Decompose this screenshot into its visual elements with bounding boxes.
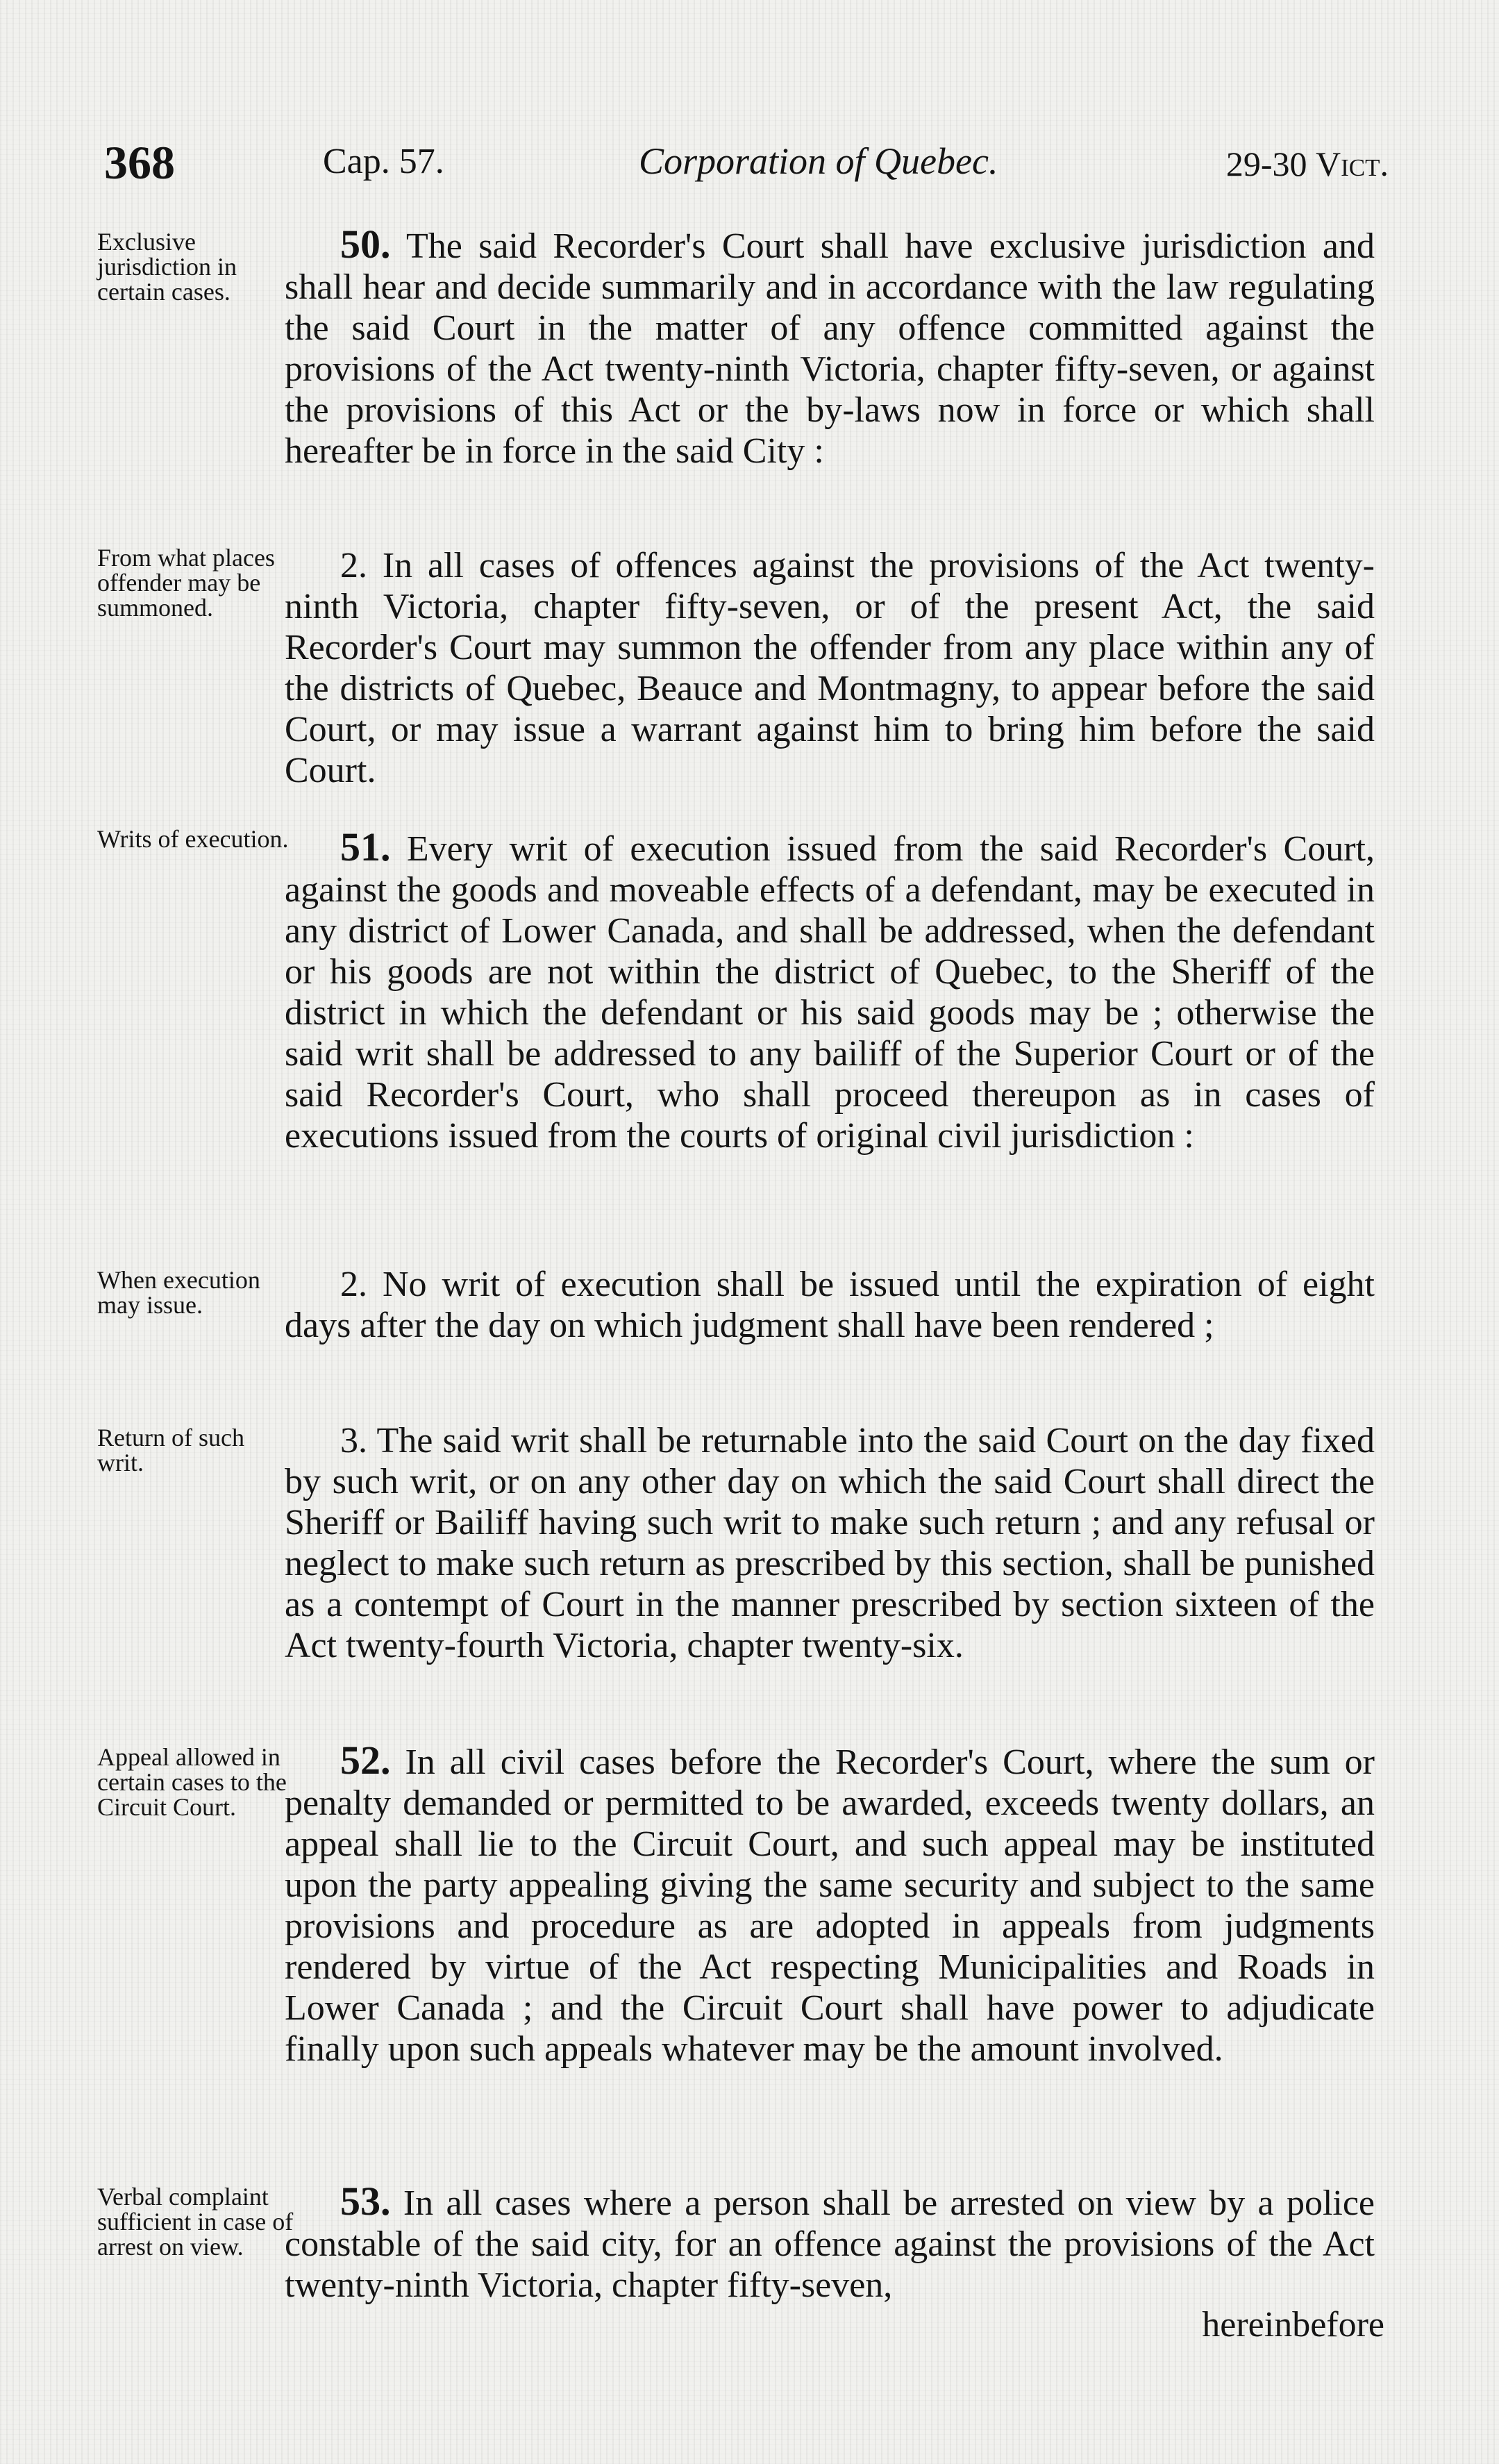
section-text: In all civil cases before the Recorder's Court, where the sum or penalty demanded or permitted to be awarded, exceeds twenty dollars, an appeal shall lie to the Circuit Court, and such appeal may be instituted upon the party appealing giving the same security and subject to the same provisions and procedure as are adopted in appeals from judgments rendered by virtue of the Act respecting Municipalities and Roads in Lower Canada ; and the Circuit Court shall have power to adjudicate finally upon such appeals whatever may be the amount involved.: [285, 1742, 1375, 2069]
section-text: In all cases where a person shall be arrested on view by a police constable of the said city, for an offence against the provisions of the Act twenty-ninth Victoria, chapter fifty-seven,: [285, 2183, 1375, 2305]
section-50-subsection-2: [285, 545, 1375, 791]
section-51: [285, 826, 1375, 1156]
running-header: [104, 135, 1389, 198]
margin-note: Exclusive jurisdiction in certain cases.: [97, 228, 237, 306]
section-53: [285, 2181, 1375, 2306]
section-text: Every writ of execution issued from the said Recorder's Court, against the goods and moveable effects of a defendant, may be executed in any district of Lower Canada, and shall be addressed, when the defendant or his goods are not within the district of Quebec, to the Sheriff of the district in which the defendant or his said goods may be ; otherwise the said writ shall be addressed to any bailiff of the Superior Court or of the said Recorder's Court, who shall proceed thereupon as in cases of executions issued from the courts of original civil jurisdiction :: [285, 829, 1375, 1156]
catchword: hereinbefore: [1202, 2305, 1384, 2345]
margin-note: Return of such writ.: [97, 1424, 244, 1476]
section-number: 3.: [340, 1421, 367, 1460]
regnal-year-number: 29-30: [1225, 144, 1307, 183]
section-text: The said Recorder's Court shall have exclusive jurisdiction and shall hear and decide summarily and in accordance with the law regulating the said Court in the matter of any offence committed against the provisions of the Act twenty-ninth Victoria, chapter fifty-seven, or against the provisions of this Act or the by-laws now in force or which shall hereafter be in force in the said City :: [285, 226, 1375, 471]
margin-note: From what places offender may be summoned.: [97, 544, 275, 622]
section-number: 2.: [340, 1265, 367, 1304]
margin-note: Appeal allowed in certain cases to the Circuit Court.: [97, 1743, 287, 1821]
running-title: Corporation of Quebec.: [639, 140, 998, 182]
section-number: 50.: [340, 222, 391, 267]
section-number: 51.: [340, 824, 391, 869]
section-number: 52.: [340, 1738, 391, 1783]
section-text: No writ of execution shall be issued until the expiration of eight days after the day on which judgment shall have been rendered ;: [285, 1265, 1375, 1345]
margin-note: Verbal complaint sufficient in case of arrest on view.: [97, 2183, 294, 2261]
regnal-year-suffix: Vict.: [1316, 144, 1389, 183]
section-number: 2.: [340, 546, 367, 585]
section-text: The said writ shall be returnable into the said Court on the day fixed by such writ, or on any other day on which the said Court shall direct the Sheriff or Bailiff having such writ to make such return ; and any refusal or neglect to make such return as prescribed by this section, shall be punished as a contempt of Court in the manner prescribed by section sixteen of the Act twenty-fourth Victoria, chapter twenty-six.: [285, 1421, 1375, 1665]
margin-note: Writs of execution.: [97, 825, 289, 853]
section-50: [285, 224, 1375, 472]
chapter-reference: Cap. 57.: [323, 142, 444, 181]
margin-note: When execution may issue.: [97, 1266, 260, 1319]
section-number: 53.: [340, 2179, 391, 2224]
section-51-subsection-2: [285, 1264, 1375, 1346]
section-52: [285, 1740, 1375, 2070]
section-text: In all cases of offences against the provisions of the Act twenty-ninth Victoria, chapter fifty-seven, or of the present Act, the said Recorder's Court may summon the offender from any place within any of the districts of Quebec, Beauce and Montmagny, to appear before the said Court, or may issue a warrant against him to bring him before the said Court.: [285, 546, 1375, 790]
section-51-subsection-3: [285, 1420, 1375, 1666]
page-number: 368: [104, 136, 175, 189]
regnal-year: [1226, 144, 1389, 184]
